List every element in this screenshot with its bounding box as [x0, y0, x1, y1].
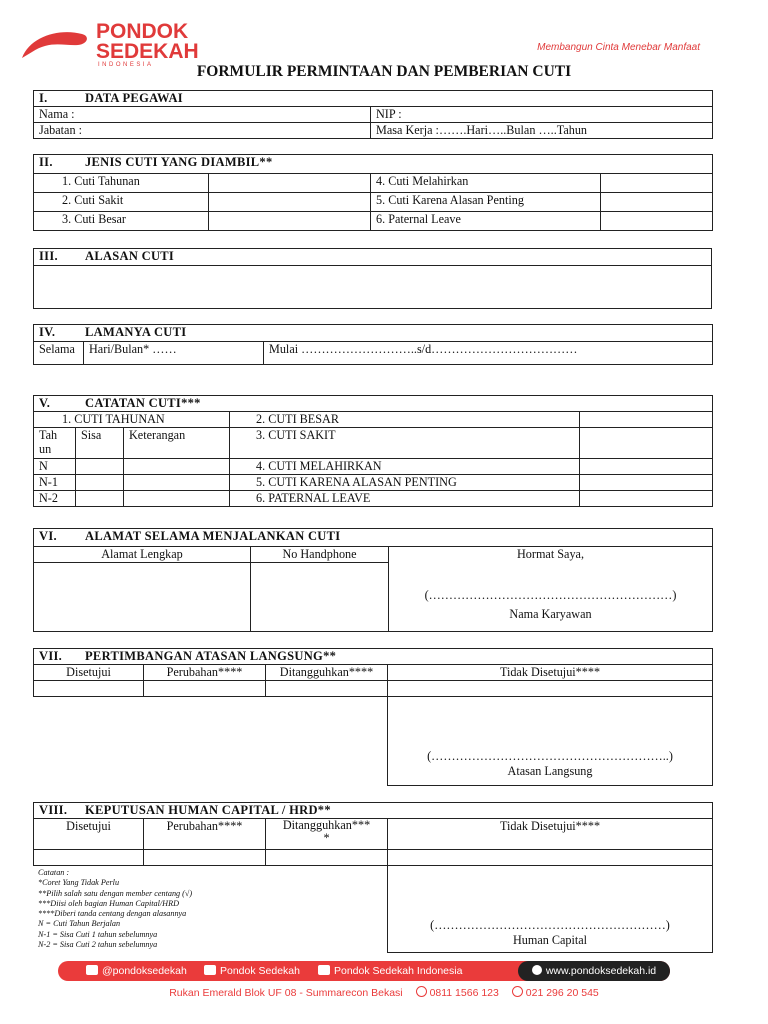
section-catatan-cuti: V. CATATAN CUTI*** 1. CUTI TAHUNAN 2. CUTI BESAR Tah un Sisa Keterangan 3. CUTI SAKIT N 4. CUTI MELAHIRKAN N-1 5. CUTI KARENA ALASAN PENTING N-2 6. PATERNAL LEAVE: [33, 395, 713, 507]
section-pertimbangan-atasan: VII. PERTIMBANGAN ATASAN LANGSUNG** Disetujui Perubahan**** Ditangguhkan**** Tidak Disetujui**** (…………………………………………………..) Atasan Langsung: [33, 648, 713, 786]
jenis-cuti-check[interactable]: [209, 212, 371, 231]
catatan-item: 6. PATERNAL LEAVE: [230, 491, 580, 507]
footer-instagram[interactable]: @pondoksedekah: [86, 961, 187, 981]
catatan-value[interactable]: [580, 491, 713, 507]
jenis-cuti-label: 5. Cuti Karena Alasan Penting: [371, 193, 601, 212]
row-n1: N-1: [34, 475, 76, 491]
section-header: I. DATA PEGAWAI: [34, 91, 713, 107]
nip-field[interactable]: NIP :: [371, 107, 713, 123]
hrd-signature: (…………………………………………………) Human Capital: [388, 866, 713, 953]
col-sisa: Sisa: [76, 428, 124, 459]
form-notes: Catatan : *Coret Yang Tidak Perlu **Pilih salah satu dengan member centang (√) ***Diisi oleh bagian Human Capital/HRD ****Diberi tanda centang dengan alasannya N = Cuti Tahun Berjalan N-1 = Sisa Cuti 1 tahun sebelumnya N-2 = Sisa Cuti 2 tahun sebelumnya: [38, 868, 193, 950]
section-alasan-cuti: III. ALASAN CUTI: [33, 248, 712, 309]
keterangan-cell[interactable]: [124, 491, 230, 507]
alasan-cuti-input[interactable]: [34, 266, 712, 309]
youtube-icon: [318, 965, 330, 975]
col-tahun: Tah un: [34, 428, 76, 459]
section-jenis-cuti: II. JENIS CUTI YANG DIAMBIL** 1. Cuti Tahunan 4. Cuti Melahirkan 2. Cuti Sakit 5. Cuti Karena Alasan Penting 3. Cuti Besar 6. Paternal Leave: [33, 154, 713, 231]
section-data-pegawai: [33, 90, 713, 139]
phone-icon: [512, 986, 523, 997]
row-n2: N-2: [34, 491, 76, 507]
jenis-cuti-check[interactable]: [601, 193, 713, 212]
alamat-header: Alamat Lengkap: [34, 547, 251, 563]
catatan-item: 2. CUTI BESAR: [230, 412, 580, 428]
col-keterangan: Keterangan: [124, 428, 230, 459]
footer-social-bar: [58, 961, 670, 981]
jenis-cuti-label: 4. Cuti Melahirkan: [371, 174, 601, 193]
instagram-icon: [86, 965, 98, 975]
atasan-signature: (…………………………………………………..) Atasan Langsung: [388, 697, 713, 786]
perubahan-check[interactable]: [144, 681, 266, 697]
tidak-disetujui-check[interactable]: [388, 850, 713, 866]
form-title: FORMULIR PERMINTAAN DAN PEMBERIAN CUTI: [196, 63, 572, 80]
brand-name: PONDOK SEDEKAH: [96, 20, 199, 63]
jabatan-field[interactable]: Jabatan :: [34, 123, 371, 139]
karyawan-signature: Hormat Saya, (……………………………………………………) Nama Karyawan: [389, 547, 713, 632]
perubahan-header: Perubahan****: [144, 819, 266, 850]
jenis-cuti-label: 2. Cuti Sakit: [34, 193, 209, 212]
perubahan-header: Perubahan****: [144, 665, 266, 681]
jenis-cuti-check[interactable]: [209, 174, 371, 193]
jenis-cuti-label: 3. Cuti Besar: [34, 212, 209, 231]
section-alamat: VI. ALAMAT SELAMA MENJALANKAN CUTI Alamat Lengkap No Handphone Hormat Saya, (……………………………………………………) Nama Karyawan: [33, 528, 713, 632]
ditangguhkan-check[interactable]: [266, 850, 388, 866]
ditangguhkan-header: Ditangguhkan*** *: [266, 819, 388, 850]
footer-youtube[interactable]: Pondok Sedekah Indonesia: [318, 961, 462, 981]
keterangan-cell[interactable]: [124, 475, 230, 491]
footer-phone2: 021 296 20 545: [525, 987, 599, 999]
jenis-cuti-check[interactable]: [601, 174, 713, 193]
catatan-item: 5. CUTI KARENA ALASAN PENTING: [230, 475, 580, 491]
cuti-tahunan-label: 1. CUTI TAHUNAN: [34, 412, 230, 428]
mulai-field[interactable]: Mulai ………………………..s/d………………………………: [264, 342, 713, 365]
perubahan-check[interactable]: [144, 850, 266, 866]
disetujui-check[interactable]: [34, 850, 144, 866]
footer-website[interactable]: www.pondoksedekah.id: [518, 961, 670, 981]
catatan-item: 3. CUTI SAKIT: [230, 428, 580, 459]
hari-bulan-field[interactable]: Hari/Bulan* ……: [84, 342, 264, 365]
jenis-cuti-label: 1. Cuti Tahunan: [34, 174, 209, 193]
tidak-disetujui-header: Tidak Disetujui****: [388, 819, 713, 850]
disetujui-check[interactable]: [34, 681, 144, 697]
ditangguhkan-header: Ditangguhkan****: [266, 665, 388, 681]
masa-kerja-field[interactable]: Masa Kerja :…….Hari…..Bulan …..Tahun: [371, 123, 713, 139]
sisa-cell[interactable]: [76, 459, 124, 475]
nama-field[interactable]: Nama :: [34, 107, 371, 123]
brand-swoosh-icon: [20, 28, 92, 64]
catatan-value[interactable]: [580, 428, 713, 459]
jenis-cuti-label: 6. Paternal Leave: [371, 212, 601, 231]
footer-phone1: 0811 1566 123: [429, 987, 499, 999]
catatan-value[interactable]: [580, 412, 713, 428]
footer-address: Rukan Emerald Blok UF 08 - Summarecon Bekasi: [169, 987, 403, 999]
section-lamanya-cuti: IV. LAMANYA CUTI Selama Hari/Bulan* …… Mulai ………………………..s/d………………………………: [33, 324, 713, 365]
catatan-value[interactable]: [580, 475, 713, 491]
handphone-input[interactable]: [251, 563, 389, 632]
sisa-cell[interactable]: [76, 491, 124, 507]
catatan-value[interactable]: [580, 459, 713, 475]
disetujui-header: Disetujui: [34, 665, 144, 681]
section-keputusan-hrd: VIII. KEPUTUSAN HUMAN CAPITAL / HRD** Disetujui Perubahan**** Ditangguhkan*** * Tidak Disetujui**** (…………………………………………………) Human Capital: [33, 802, 713, 953]
brand-tagline: Membangun Cinta Menebar Manfaat: [537, 42, 700, 53]
alamat-input[interactable]: [34, 563, 251, 632]
handphone-header: No Handphone: [251, 547, 389, 563]
tidak-disetujui-check[interactable]: [388, 681, 713, 697]
phone-icon: [416, 986, 427, 997]
facebook-icon: [204, 965, 216, 975]
jenis-cuti-check[interactable]: [601, 212, 713, 231]
footer-contact: [0, 986, 768, 999]
jenis-cuti-check[interactable]: [209, 193, 371, 212]
tidak-disetujui-header: Tidak Disetujui****: [388, 665, 713, 681]
row-n: N: [34, 459, 76, 475]
selama-label: Selama: [34, 342, 84, 365]
brand-subname: INDONESIA: [98, 62, 154, 68]
disetujui-header: Disetujui: [34, 819, 144, 850]
keterangan-cell[interactable]: [124, 459, 230, 475]
ditangguhkan-check[interactable]: [266, 681, 388, 697]
footer-facebook[interactable]: Pondok Sedekah: [204, 961, 300, 981]
sisa-cell[interactable]: [76, 475, 124, 491]
catatan-item: 4. CUTI MELAHIRKAN: [230, 459, 580, 475]
web-icon: [532, 965, 542, 975]
